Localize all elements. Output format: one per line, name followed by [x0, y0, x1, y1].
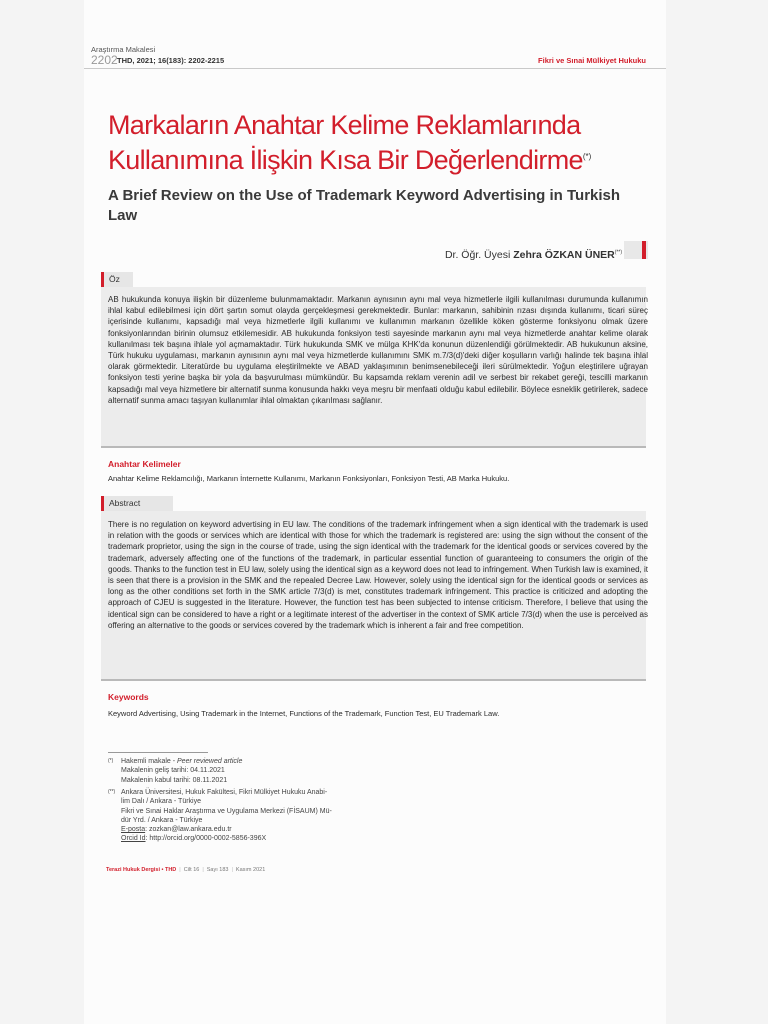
anahtar-heading: Anahtar Kelimeler [108, 459, 181, 469]
footer-date: Kasım 2021 [235, 867, 266, 873]
oz-heading: Öz [109, 274, 120, 284]
footnote-1-label: Hakemli makale - [121, 758, 178, 765]
author-line [445, 249, 622, 261]
footnote-1-line-1 [121, 757, 242, 766]
footnote-1-english: Peer reviewed article [177, 758, 243, 765]
orcid-link[interactable]: : http://orcid.org/0000-0002-5856-396X [145, 835, 267, 843]
footnote-1-received: Makalenin geliş tarihi: 04.11.2021 [121, 767, 225, 775]
footnote-1 [108, 757, 242, 785]
field-label: Fikri ve Sınai Mülkiyet Hukuku [538, 56, 646, 65]
footnote-1-marker: (*) [108, 758, 114, 764]
keywords-text: Keyword Advertising, Using Trademark in the Internet, Functions of the Trademark, Function Test, EU Trademark Law. [108, 709, 500, 718]
footnote-2-line-4: dür Yrd. / Ankara - Türkiye [121, 816, 203, 824]
page-number: 2202 [91, 53, 118, 67]
footer-separator: | [179, 867, 181, 873]
abstract-text: There is no regulation on keyword advertising in EU law. The conditions of the trademark infringement when a sign identical with the trademark is used in relation with the goods or services which are identical with those for which the trademark is registered are: using the sign without the consent of the trademark proprietor, using the sign in the course of trade, using the sign identical with the trademark for the identical goods or services covered by the trademark, adversely affecting one of the functions of the trademark, in particular essential function of guaranteeing to consumers the origin of the goods. Thanks to the function test in EU law, solely using the identical sign as a keyword does not lead to infringement. When Turkish law is examined, it is seen that there is a provision in the SMK and the repealed Decree Law. However, solely using the identical sign for the identical goods or services as long as the other conditions set forth in the SMK article 7/3(d) is met, constitutes trademark infringement. This practice is criticized and adopting the approach of CJEU is suggested in the literature. However, the function test has been subjected to intense criticism. Therefore, I believe that using the identical sign can be considered to have a right or a legitimate interest of the advertiser in the context of SMK article 7/3(d) when the use is perceived as offering an alternative to the goods or services covered by the trademark which is inherent a fair and free competition. [108, 520, 648, 630]
oz-tab-accent [101, 272, 104, 287]
footnote-2-orcid-row [121, 834, 332, 843]
footer-separator: | [202, 867, 204, 873]
footer-volume: Cilt 16 [183, 867, 200, 873]
orcid-label: Orcid Id [121, 835, 146, 843]
citation: THD, 2021; 16(183): 2202-2215 [117, 56, 225, 65]
header-divider [84, 68, 666, 69]
author-decoration-accent [642, 241, 646, 259]
email-label: E-posta [121, 826, 146, 834]
article-subtitle: A Brief Review on the Use of Trademark Keyword Advertising in Turkish Law [108, 187, 621, 224]
oz-bottom-rule [101, 446, 646, 448]
anahtar-text: Anahtar Kelime Reklamcılığı, Markanın İnternette Kullanımı, Markanın Fonksiyonları, Fonksiyon Testi, AB Marka Hukuku. [108, 474, 510, 483]
abstract-tab-accent [101, 496, 104, 511]
oz-tab [101, 272, 133, 287]
footnote-2-line-1: Ankara Üniversitesi, Hukuk Fakültesi, Fikri Mülkiyet Hukuku Anabi- [121, 789, 328, 796]
footnote-rule [108, 752, 208, 753]
oz-text: AB hukukunda konuya ilişkin bir düzenleme bulunmamaktadır. Markanın aynısının aynı mal veya hizmetlerle ilgili kullanılması durumunda kullanımın ihlal kabul edilebilmesi için dört şartın somut olayda gerçekleşmesi gerekmektedir. Bunlar: markanın, sahibinin rızası dışında kullanımı, ticari süreç içerisinde kullanımı, kapsadığı mal veya hizmetlerle ilgili kullanımı ve kullanımın markanın özellikle köken gösterme fonksiyonu olmak üzere fonksiyonlarından birinin olumsuz etkilemesidir. AB hukukunda fonksiyon testi sayesinde markanın aynı mal veya hizmetlerde anahtar kelime olarak kullanılması tek başına ihlale yol açmamaktadır. Türk hukukunda SMK ve mülga KHK'da konunun düzenlendiği görülmektedir. AB hukukunun aksine, Türk hukuku uygulaması, markanın aynısının aynı mal veya hizmetlerde kullanımını SMK m.7/3(d)'deki diğer koşulların varlığı halinde tek başına ihlal olarak görmektedir. Literatürde bu uygulama eleştirilmekte ve ABAD yaklaşımının benimsenebileceği ileri sürülmektedir. Yoğun eleştirilere uğrayan fonksiyon testi yerine başka bir yola da başvurulması mümkündür. Bu kapsamda reklam verenin adil ve serbest bir rekabet gereği, tescilli markanın kapsadığı mal veya hizmetlere bir alternatif sunma konusunda hakkı veya meşru bir menfaati olduğu kabul edilebilir. Böylece esneklik getirilerek, sadece alternatif sunma amacı taşıyan kullanımlar ihlal olmaktan çıkarılması sağlanır. [108, 295, 648, 405]
footnote-2-line-3: Fikri ve Sınai Haklar Araştırma ve Uygulama Merkezi (FİSAUM) Mü- [121, 807, 332, 815]
abstract-heading: Abstract [109, 498, 141, 508]
author-prefix: Dr. Öğr. Üyesi [444, 249, 511, 261]
footnote-2-marker: (**) [108, 789, 116, 795]
footnote-1-accepted: Makalenin kabul tarihi: 08.11.2021 [121, 776, 228, 784]
author-marker: (**) [614, 249, 622, 256]
title-marker: (*) [582, 152, 592, 161]
article-page [84, 0, 666, 1024]
footer-journal: Terazi Hukuk Dergisi • THD [106, 867, 177, 873]
footnote-2-email-row [121, 825, 332, 834]
footer-issue: Sayı 183 [206, 867, 229, 873]
keywords-heading: Keywords [108, 692, 149, 702]
abstract-tab [101, 496, 173, 511]
author-name: Zehra ÖZKAN ÜNER [513, 249, 615, 261]
footnote-2 [108, 788, 332, 844]
page-footer [106, 867, 265, 873]
footer-separator: | [231, 867, 233, 873]
article-title [108, 109, 648, 176]
title-line-2: Kullanımına İlişkin Kısa Bir Değerlendirme [108, 145, 583, 175]
abstract-bottom-rule [101, 679, 646, 681]
article-type: Araştırma Makalesi [91, 45, 156, 54]
email-link[interactable]: : zozkan@law.ankara.edu.tr [145, 826, 232, 834]
title-line-1: Markaların Anahtar Kelime Reklamlarında [108, 110, 581, 140]
footnote-2-line-2: lim Dalı / Ankara - Türkiye [121, 798, 202, 806]
